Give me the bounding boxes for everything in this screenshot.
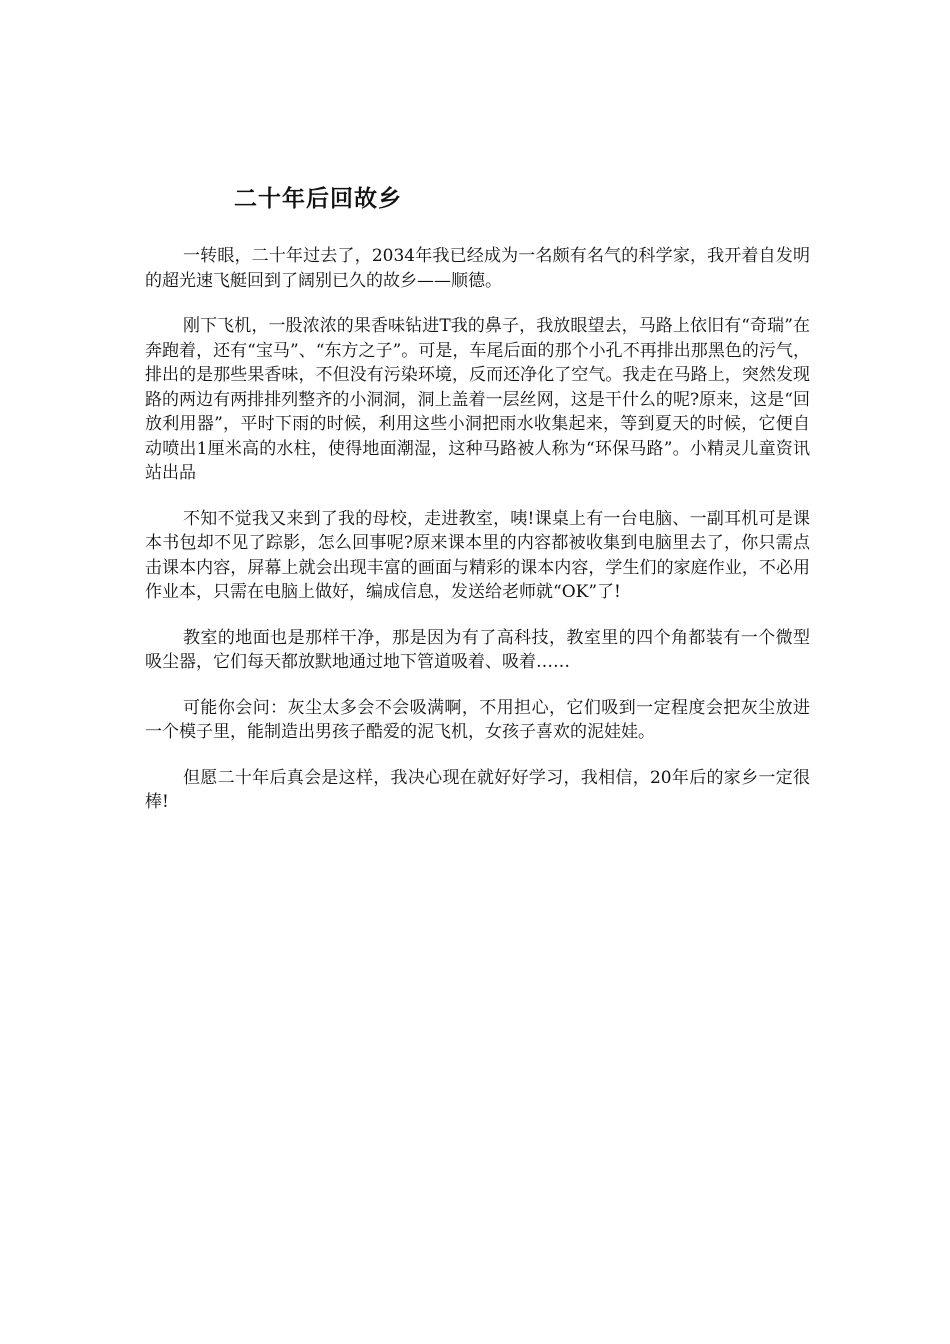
- paragraph-4: 教室的地面也是那样干净，那是因为有了高科技，教室里的四个角都装有一个微型吸尘器，它们每天都放默地通过地下管道吸着、吸着……: [145, 627, 810, 672]
- paragraph-2: 刚下飞机，一股浓浓的果香味钻进T我的鼻子，我放眼望去，马路上依旧有“奇瑞”在奔跑着，还有“宝马”、“东方之子”。可是，车尾后面的那个小孔不再排出那黑色的污气，排出的是那些果香味，不但没有污染环境，反而还净化了空气。我走在马路上，突然发现路的两边有两排排列整齐的小洞洞，洞上盖着一层丝网，这是干什么的呢?原来，这是“回放利用器”，平时下雨的时候，利用这些小洞把雨水收集起来，等到夏天的时候，它便自动喷出1厘米高的水柱，使得地面潮湿，这种马路被人称为“环保马路”。小精灵儿童资讯站出品: [145, 316, 810, 483]
- document-title: 二十年后回故乡: [234, 186, 402, 212]
- paragraph-1: 一转眼，二十年过去了，2034年我已经成为一名颇有名气的科学家，我开着自发明的超光速飞艇回到了阔别已久的故乡——顺德。: [145, 246, 810, 291]
- paragraph-5: 可能你会问：灰尘太多会不会吸满啊，不用担心，它们吸到一定程度会把灰尘放进一个模子里，能制造出男孩子酷爱的泥飞机，女孩子喜欢的泥娃娃。: [145, 697, 810, 742]
- paragraph-3: 不知不觉我又来到了我的母校，走进教室，咦!课桌上有一台电脑、一副耳机可是课本书包却不见了踪影，怎么回事呢?原来课本里的内容都被收集到电脑里去了，你只需点击课本内容，屏幕上就会出现丰富的画面与精彩的课本内容，学生们的家庭作业，不必用作业本，只需在电脑上做好，编成信息，发送给老师就“OK”了!: [145, 508, 810, 602]
- paragraph-6: 但愿二十年后真会是这样，我决心现在就好好学习，我相信，20年后的家乡一定很棒!: [145, 767, 810, 812]
- document-body: [145, 244, 810, 836]
